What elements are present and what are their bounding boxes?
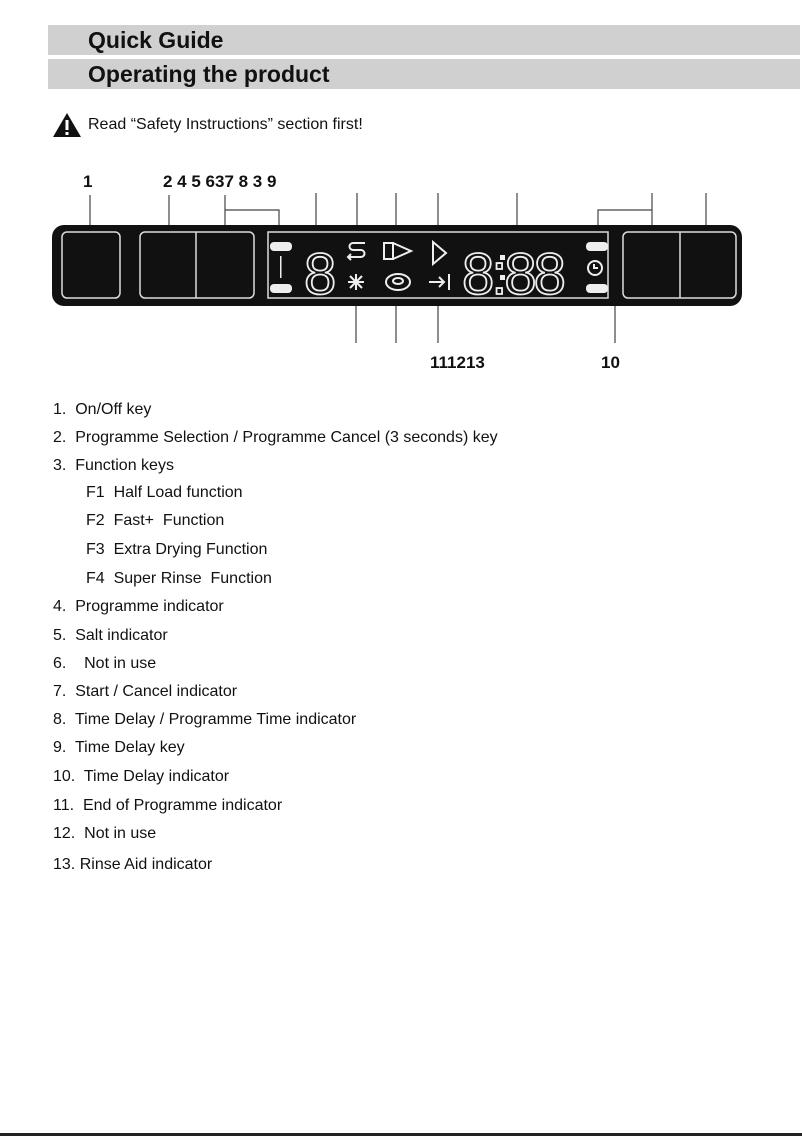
legend-item: F2 Fast+ Function: [86, 512, 225, 529]
legend-item: 1. On/Off key: [53, 401, 152, 418]
control-panel-diagram: [0, 160, 802, 380]
programme-indicator-top: [270, 242, 292, 251]
labels-top-group: 2 4 5 637 8 3 9: [163, 172, 277, 191]
legend-item: 8. Time Delay / Programme Time indicator: [53, 711, 357, 728]
warning-text: Read “Safety Instructions” section first!: [88, 116, 363, 133]
legend-item: 6. Not in use: [53, 655, 157, 672]
legend-item: F1 Half Load function: [86, 484, 243, 501]
label-10: 10: [601, 353, 620, 372]
legend-item: 10. Time Delay indicator: [53, 768, 230, 785]
legend-item: 7. Start / Cancel indicator: [53, 683, 238, 700]
labels-bottom-group: 111213: [430, 353, 485, 372]
programme-indicator-bottom: [270, 284, 292, 293]
legend-item: 2. Programme Selection / Programme Cancel (3 seconds) key: [53, 429, 498, 446]
legend-item: 4. Programme indicator: [53, 598, 224, 615]
section-title-quick-guide: Quick Guide: [48, 25, 800, 55]
label-1: 1: [83, 172, 93, 191]
legend-item: 13. Rinse Aid indicator: [53, 856, 213, 873]
programme-digit: 8: [304, 242, 337, 307]
safety-warning: [52, 112, 363, 138]
legend-item: F3 Extra Drying Function: [86, 541, 268, 558]
legend-item: 9. Time Delay key: [53, 739, 185, 756]
section-title-operating: Operating the product: [48, 59, 800, 89]
legend-item: F4 Super Rinse Function: [86, 570, 272, 587]
legend-item: 3. Function keys: [53, 457, 174, 474]
legend-item: 5. Salt indicator: [53, 627, 168, 644]
legend-item: 11. End of Programme indicator: [53, 797, 283, 814]
star-indicator-icon: [348, 274, 364, 290]
legend-item: 12. Not in use: [53, 825, 157, 842]
time-display: 8:88: [462, 242, 563, 307]
half-load-icon: [384, 243, 393, 259]
warning-triangle-icon: [52, 112, 82, 138]
